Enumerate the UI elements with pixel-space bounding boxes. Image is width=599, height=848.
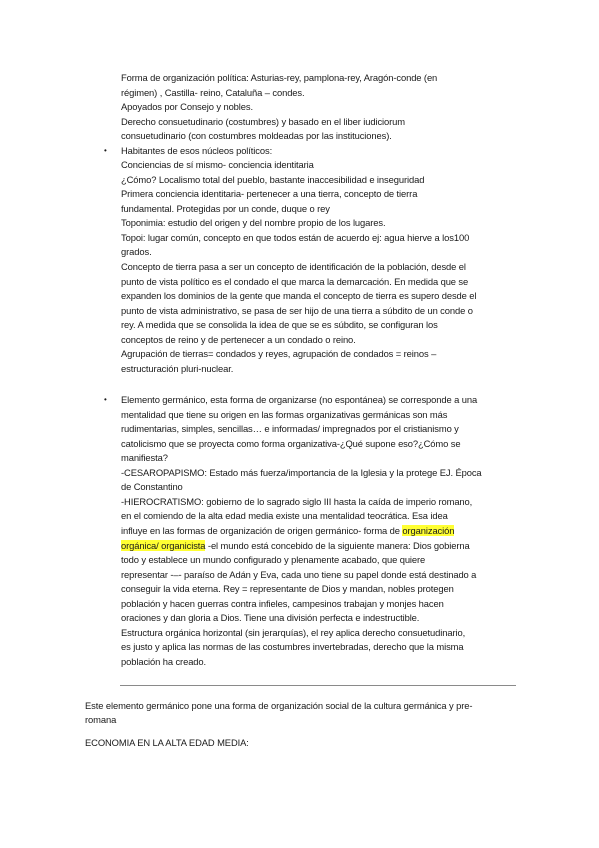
text-line: Derecho consuetudinario (costumbres) y basado en el liber iudiciorum (121, 116, 405, 127)
text-line: conceptos de reino y de pertenecer a un condado o reino. (121, 334, 356, 345)
text-line: grados. (121, 246, 152, 257)
text-line: punto de vista político es el condado el que marca la demarcación. En medida que se (121, 276, 469, 287)
text-line: conseguir la vida eterna. Rey = representante de Dios y mandan, nobles protegen (121, 583, 454, 594)
text-line: fundamental. Protegidas por un conde, duque o rey (121, 203, 330, 214)
text-line: Toponimia: estudio del origen y del nombre propio de los lugares. (121, 217, 386, 228)
text-line (121, 540, 470, 552)
text-line: rudimentarias, simples, sencillas… e informadas/ impregnados por el cristianismo y (121, 423, 459, 434)
text-line: de Constantino (121, 481, 183, 492)
text-line: en el comiendo de la alta edad media existe una mentalidad teocrática. Esa idea (121, 510, 448, 521)
text-segment: influye en las formas de organización de origen germánico- forma de (121, 525, 403, 536)
horizontal-divider (120, 685, 516, 686)
text-line: Concepto de tierra pasa a ser un concepto de identificación de la población, desde el (121, 261, 466, 272)
text-line: romana (85, 714, 117, 725)
highlighted-text: orgánica/ organicista (121, 540, 206, 551)
text-line: catolicismo que se proyecta como forma organizativa-¿Qué supone eso?¿Cómo se (121, 438, 461, 449)
text-line: punto de vista administrativo, se pasa de ser hijo de una tierra a súbdito de un conde o (121, 305, 473, 316)
text-line: Primera conciencia identitaria- pertenecer a una tierra, concepto de tierra (121, 188, 418, 199)
text-line: población ha creado. (121, 656, 207, 667)
text-line: consuetudinario (con costumbres moldeadas por las instituciones). (121, 130, 392, 141)
text-line: Forma de organización política: Asturias-rey, pamplona-rey, Aragón-conde (en (121, 72, 438, 83)
text-line: Elemento germánico, esta forma de organizarse (no espontánea) se corresponde a una (121, 394, 478, 405)
bullet-icon: • (104, 146, 107, 155)
text-line: es justo y aplica las normas de las costumbres invertebradas, derecho que la misma (121, 641, 464, 652)
text-segment: -el mundo está concebido de la siguiente manera: Dios gobierna (205, 540, 470, 551)
text-line: Este elemento germánico pone una forma de organización social de la cultura germánica y pre- (85, 700, 473, 711)
text-line: rey. A medida que se consolida la idea de que se es súbdito, se configuran los (121, 319, 438, 330)
text-line: manifiesta? (121, 452, 168, 463)
section-heading: ECONOMIA EN LA ALTA EDAD MEDIA: (85, 737, 249, 748)
text-line: Agrupación de tierras= condados y reyes, agrupación de condados = reinos – (121, 348, 437, 359)
text-line: Estructura orgánica horizontal (sin jerarquías), el rey aplica derecho consuetudinario, (121, 627, 466, 638)
text-line: población y hacen guerras contra infieles, campesinos trabajan y monjes hacen (121, 598, 444, 609)
text-line: oraciones y dan gloria a Dios. Tiene una división perfecta e indestructible. (121, 612, 420, 623)
highlighted-text: organización (402, 525, 455, 536)
text-line (121, 525, 454, 537)
bullet-icon: • (104, 395, 107, 404)
text-line: representar -–- paraíso de Adán y Eva, cada uno tiene su papel donde está destinado a (121, 569, 477, 580)
text-line: Conciencias de sí mismo- conciencia identitaria (121, 159, 314, 170)
text-line: ¿Cómo? Localismo total del pueblo, bastante inaccesibilidad e inseguridad (121, 174, 425, 185)
text-line: mentalidad que tiene su origen en las formas organizativas germánicas son más (121, 409, 448, 420)
text-line: -CESAROPAPISMO: Estado más fuerza/importancia de la Iglesia y la protege EJ. Época (121, 467, 482, 478)
text-line: todo y establece un mundo configurado y plenamente acabado, que quiere (121, 554, 426, 565)
text-line: estructuración pluri-nuclear. (121, 363, 234, 374)
text-line: régimen) , Castilla- reino, Cataluña – condes. (121, 87, 305, 98)
text-line: Habitantes de esos núcleos políticos: (121, 145, 273, 156)
text-line: expanden los dominios de la gente que manda el concepto de tierra es supero desde el (121, 290, 477, 301)
text-line: Apoyados por Consejo y nobles. (121, 101, 253, 112)
text-line: -HIEROCRATISMO: gobierno de lo sagrado siglo III hasta la caída de imperio romano, (121, 496, 473, 507)
text-line: Topoi: lugar común, concepto en que todos están de acuerdo ej: agua hierve a los100 (121, 232, 470, 243)
